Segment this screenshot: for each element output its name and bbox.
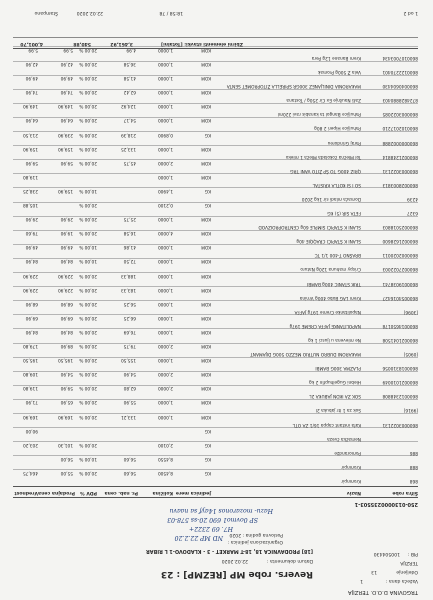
cell-tax: 20,00 % [79, 413, 97, 419]
cell-sale: 54,90 [60, 371, 73, 377]
cell-value: 109,80 [22, 371, 38, 377]
cell-qty: 2,0000 [157, 385, 173, 391]
validity-label: Važeća dana : [385, 578, 418, 583]
cell-tax: 20,00 % [79, 314, 97, 320]
cell-qty: 1,0000 [157, 117, 173, 123]
cell-name: Nemačka čveza [327, 435, 361, 441]
total-label: Zbirni elementi stavki: [Totalni] [161, 41, 243, 46]
cell-tax: 20,00 % [79, 216, 97, 222]
cell-qty: 1,0000 [157, 145, 173, 151]
cell-sale: 42,90 [60, 61, 73, 67]
cell-unit: KG [204, 202, 211, 208]
cell-name: SOK ZA IKON JABUKA 2L [309, 393, 361, 399]
cell-unit: KOM [201, 244, 211, 250]
cell-code: 888 [409, 463, 418, 469]
cell-unit: KOM [201, 371, 211, 377]
cell-name: BRAŠNO T-400 1/1 TC [314, 252, 361, 258]
cell-name: Zaši Naušnje Ex Cir 250g / Tostana [286, 97, 361, 103]
cell-unit: KOM [201, 75, 211, 81]
cell-value: 238,25 [22, 188, 38, 193]
cell-value: 59,90 [25, 159, 38, 165]
cell-unit: KOM [201, 314, 211, 320]
cell-unit: KG [204, 131, 211, 137]
cell-qty: 1,0000 [157, 314, 173, 320]
cell-code: 8600012348808 [382, 393, 418, 399]
cell-tax: 10,00 % [79, 455, 97, 461]
cell-qty: 1,0000 [157, 61, 173, 67]
cell-sale: 159,90 [57, 145, 73, 151]
cell-price: 79,75 [123, 343, 136, 349]
company-name: TRGOVINA D.O.O. TERZIJA [347, 589, 418, 595]
cell-price: 66,25 [123, 314, 136, 320]
cell-tax: 20,00 % [79, 371, 97, 377]
cell-name: Krem Banane 12g Pera [311, 55, 361, 60]
validity-value: 1 [360, 578, 363, 583]
cell-value: 29,90 [25, 216, 38, 222]
cell-name: NAPOLITANKE JAFFA CREME 197g [289, 322, 361, 328]
cell-name: TRIK STANIC 400g BAMBI [307, 280, 361, 286]
cell-price: 62,80 [123, 385, 136, 391]
cell-tax: 20,00 % [79, 47, 97, 52]
cell-tax: 20,00 % [79, 89, 97, 95]
cell-sale: 74,90 [60, 89, 73, 95]
cell-sale: 101,30 [57, 441, 73, 447]
handwritten-note-3: SP 0ovmo1 690 20-ss 578-03 [167, 516, 258, 523]
cell-qty: 1,0000 [157, 103, 173, 109]
date-value: 22.02.2020 [221, 558, 248, 563]
cell-qty: 1,0000 [157, 329, 173, 334]
pib-label: PIB : [407, 551, 418, 556]
cell-tax: 10,00 % [79, 258, 97, 264]
cell-sale: 59,90 [60, 385, 73, 391]
cell-price: 4,99 [126, 47, 136, 52]
cell-code: 8600021010049 [382, 379, 418, 385]
col-code: Šifra robe [392, 490, 418, 495]
cell-price: 41,86 [123, 244, 136, 250]
cell-sale: 29,90 [60, 216, 73, 222]
cell-code: 8600107003434 [382, 55, 418, 60]
cell-value: 5,99 [28, 47, 38, 52]
cell-tax: 20,00 % [79, 61, 97, 67]
cell-tax: 20,00 % [79, 300, 97, 306]
cell-name: SLANI K ŠTAPIĆI CRAQQIE 40g [296, 238, 361, 244]
cell-sale: 55,00 [60, 470, 73, 475]
cell-unit: KOM [201, 343, 211, 349]
cell-code: 8600021628600 [382, 238, 418, 244]
cell-tax: 20,00 % [79, 272, 97, 278]
cell-value: 84,90 [25, 329, 38, 334]
cell-value: 69,90 [25, 314, 38, 320]
cell-price: 218,39 [120, 131, 136, 137]
cell-price: 54,90 [123, 371, 136, 377]
cell-qty: 1,0000 [157, 216, 173, 222]
cell-code: 8600054016427 [382, 294, 418, 300]
cell-name: Pahuljice Hiperi 2 80g [314, 125, 361, 131]
cell-unit: KOM [201, 329, 211, 334]
cell-price: 56,60 [123, 470, 136, 475]
cell-price: 183,33 [120, 286, 136, 292]
cell-qty: 8,4550 [157, 455, 173, 461]
cell-code: 8600014650178 [382, 322, 418, 328]
cell-code: 8600025018803 [382, 224, 418, 230]
cell-qty: 1,0000 [157, 47, 173, 52]
cell-unit: KOM [201, 230, 211, 236]
total-value: 4,001,70 [20, 41, 43, 46]
cell-name: SO I SI KOTLA KRISTAL [312, 181, 361, 187]
cell-tax: 20,00 % [79, 329, 97, 334]
cell-value: 159,90 [22, 145, 38, 151]
cell-unit: KOM [201, 286, 211, 292]
cell-value: 179,80 [22, 343, 38, 349]
cell-tax: 20,00 % [79, 399, 97, 405]
cell-price: 55,90 [123, 399, 136, 405]
cell-price: 41,58 [123, 75, 136, 81]
cell-value: 229,90 [22, 286, 38, 292]
cell-sale: 159,90 [57, 188, 73, 193]
cell-qty: 2,0100 [157, 441, 173, 447]
cell-tax: 20,00 % [79, 117, 97, 123]
cell-value: 49,90 [25, 75, 38, 81]
cell-sale: 149,90 [57, 103, 73, 109]
cell-tax: 20,00 % [79, 131, 97, 137]
cell-unit: KOM [201, 413, 211, 419]
cell-value: 195,50 [22, 357, 38, 363]
footer-page: 1 od 2 [403, 10, 418, 15]
cell-unit: KOM [201, 117, 211, 123]
cell-qty: 1,0000 [157, 300, 173, 306]
cell-code: 8600102017210 [382, 125, 418, 131]
col-qty: Količina [152, 490, 173, 495]
cell-price: 62,42 [123, 89, 136, 95]
org-unit-label: Organizaciona jedinica : [227, 539, 283, 544]
pib-value: 100504430 [373, 551, 400, 556]
cell-value: 213,50 [22, 131, 38, 137]
cell-code: 8600021041508 [382, 337, 418, 342]
cell-price: 54,17 [123, 117, 136, 123]
cell-price: 36,58 [123, 61, 136, 67]
cell-name: Domaća mladi sir 1kg 2020 [301, 196, 361, 201]
cell-sale: 84,90 [60, 329, 73, 334]
cell-value: 68,90 [25, 300, 38, 306]
total-rule-bottom [13, 37, 418, 38]
footer-time: 18:58 / 78 [159, 10, 183, 15]
cell-name: SLANI K ŠTAPIĆI SIMPLE 60g CENTROPROIZVOD [258, 224, 361, 230]
cell-name: Pomorandže [334, 449, 361, 455]
cell-sale: 64,90 [60, 117, 73, 123]
cell-name: Paraj Grindoreu [327, 139, 361, 145]
cell-price: 45,75 [123, 159, 136, 165]
cell-price: 188,33 [120, 272, 136, 278]
cell-value: 90,00 [25, 427, 38, 433]
document-title: Revers. robe MP [REZMP] : 23 [160, 569, 313, 579]
cell-code: 8600003022131 [382, 167, 418, 173]
cell-code: 8600003022131 [382, 421, 418, 427]
cell-name: Sok za 1 ltr jabuka 2l [315, 407, 361, 413]
total-price: 540,88 [73, 41, 91, 46]
cell-tax: 20,00 % [79, 385, 97, 391]
cell-tax: 20,00 % [79, 357, 97, 363]
cell-sale: 229,90 [57, 286, 73, 292]
cell-code: [3096] [403, 308, 418, 314]
total-qty: 3,461,92 [110, 41, 133, 46]
cell-qty: 1,0000 [157, 258, 173, 264]
cell-name: Kafa instant cappa 16/1 ZA OTL [292, 421, 361, 427]
cell-sale: 49,90 [60, 75, 73, 81]
cell-value: 203,20 [22, 441, 38, 447]
firm-label: TERZIJA [400, 560, 418, 565]
cell-code: 8600002020011 [382, 252, 418, 258]
col-unit: Jedinica mere [175, 490, 211, 495]
cell-name: Pahuljice Bangol ta kanabis ravi 220ml [277, 111, 361, 117]
store-name: [18] PRODAVNICA 18, 18-T MARKET - 3 - KLADOVO-1 L RIBAR [146, 548, 313, 554]
cell-sale: 239,90 [57, 131, 73, 137]
cell-value: 74,90 [25, 89, 38, 95]
cell-code: 8600027022003 [382, 266, 418, 272]
cell-price: 133,21 [120, 413, 136, 419]
cell-code: 8600000002888 [382, 139, 418, 145]
cell-unit: KG [204, 427, 211, 433]
cell-tax: 20,00 % [79, 470, 97, 475]
cell-name: Kromnpir [341, 463, 361, 469]
header-rule-bottom [13, 486, 418, 487]
cell-tax: 20,00 % [79, 202, 97, 208]
cell-qty: 0,2100 [157, 202, 173, 208]
cell-unit: KOM [201, 89, 211, 95]
cell-value: 42,90 [25, 61, 38, 67]
cell-name: Hlebni Gugelhupfin 2 kg [309, 379, 361, 385]
cell-value: 229,90 [22, 272, 38, 278]
cell-value: 71,90 [25, 399, 38, 405]
header-rule-top [13, 497, 418, 498]
cell-unit: KG [204, 441, 211, 447]
cell-unit: KOM [201, 216, 211, 222]
cell-qty: 1,0000 [157, 75, 173, 81]
footer-printed-label: Štampano [34, 10, 58, 15]
cell-name: PLAZMA 300G BAMBI [315, 365, 361, 371]
cell-sale: 65,90 [60, 399, 73, 405]
cell-qty: 1,0000 [157, 89, 173, 95]
cell-code: [9916] [403, 407, 418, 413]
cell-value: 64,90 [25, 117, 38, 123]
cell-unit: KOM [201, 103, 211, 109]
cell-qty: 4,0000 [157, 230, 173, 236]
cell-name: MAKARONIA DINILJANEZ 300GR SPIRELLA ŽITOPROMET SENTA [226, 83, 361, 89]
cell-unit: KOM [201, 258, 211, 264]
col-sale-price: Prodajna cena [38, 490, 75, 495]
cell-tax: 20,00 % [79, 441, 97, 447]
cell-price: 25,75 [123, 216, 136, 222]
cell-unit: KOM [201, 61, 211, 67]
col-value: Vrednost [14, 490, 38, 495]
cell-tax: 20,00 % [79, 75, 97, 81]
cell-qty: 1,0000 [157, 413, 173, 419]
footer-date: 22.02.2020 [76, 10, 103, 15]
cell-code: 886 [409, 449, 418, 455]
cell-qty: 1,0000 [157, 272, 173, 278]
cell-sale: 59,90 [60, 159, 73, 165]
cell-unit: KG [204, 455, 211, 461]
cell-sale: 84,90 [60, 258, 73, 264]
col-name: Naziv [346, 490, 361, 495]
cell-code: 8600019038741 [382, 280, 418, 286]
fiscal-year: Poslovna godina : 2020 [229, 532, 283, 537]
handwritten-note-1: ND MP 22.2.20 [174, 534, 223, 541]
cell-code: 4239 [407, 196, 418, 201]
cell-tax: 20,00 % [79, 103, 97, 109]
cell-unit: KOM [201, 272, 211, 278]
cell-value: 79,60 [25, 230, 38, 236]
cell-unit: KOM [201, 47, 211, 52]
col-purchase-price: Pr. nab. cena [104, 490, 138, 495]
cell-unit: KOM [201, 300, 211, 306]
cell-name: Tol Mlečna čokolada Mleča 1 mleko [285, 153, 361, 159]
cell-price: 155,50 [120, 357, 136, 363]
cell-value: 84,90 [25, 258, 38, 264]
cell-unit: KOM [201, 159, 211, 165]
cell-unit: KG [204, 470, 211, 475]
cell-name: Vela Ž 500g Promak [317, 69, 361, 75]
cell-code: [0905] [403, 351, 418, 357]
cell-price: 56,25 [123, 300, 136, 306]
cell-price: 56,60 [123, 455, 136, 461]
cell-qty: 1,0000 [157, 173, 173, 179]
cell-code: 8600003022085 [382, 111, 418, 117]
cell-tax: 20,00 % [79, 230, 97, 236]
cell-value: 49,90 [25, 244, 38, 250]
cell-value: 119,80 [22, 173, 38, 179]
cell-sale: 195,50 [57, 357, 73, 363]
cell-tax: 10,00 % [79, 188, 97, 193]
cell-price: 133,25 [120, 145, 136, 151]
cell-name: Kromnpir [341, 478, 361, 483]
cell-name: MAKARONI DUBRO NUTRIO MEZZO 500G DIJAMANT [250, 351, 361, 357]
cell-name: QRIZ 400G TO ŠP ŽITO VANI TRG [290, 167, 361, 173]
cell-sale: 49,90 [60, 244, 73, 250]
cell-unit: KG [204, 188, 211, 193]
cell-code: 8600028003813 [382, 181, 418, 187]
cell-value: 149,90 [22, 103, 38, 109]
cell-qty: 2,0000 [157, 159, 173, 165]
cell-qty: 2,0000 [157, 343, 173, 349]
cell-value: 119,80 [22, 385, 38, 391]
cell-unit: KOM [201, 145, 211, 151]
cell-name: Krem LAG Bobo 400g Vrnina [299, 294, 361, 300]
cell-qty: 0,8900 [157, 131, 173, 137]
cell-qty: 8,4500 [157, 470, 173, 475]
cell-sale: 5,99 [63, 47, 73, 52]
cell-tax: 20,00 % [79, 159, 97, 165]
cell-sale: 19,90 [60, 230, 73, 236]
cell-unit: KOM [201, 385, 211, 391]
cell-price: 76,69 [123, 329, 136, 334]
cell-sale: 69,90 [60, 314, 73, 320]
cell-code: 6327 [407, 210, 418, 216]
cell-sale: 68,90 [60, 300, 73, 306]
cell-unit: KOM [201, 173, 211, 179]
cell-tax: 10,00 % [79, 244, 97, 250]
cell-price: 72,50 [123, 258, 136, 264]
cell-price: 124,92 [120, 103, 136, 109]
cell-unit: KOM [201, 399, 211, 405]
reference-number: 250-0130000235503-1 [354, 501, 418, 507]
cell-qty: 1,0000 [157, 244, 173, 250]
cell-code: 868 [409, 478, 418, 483]
cell-qty: 2,0000 [157, 371, 173, 377]
cell-sale: 229,90 [57, 272, 73, 278]
cell-value: 169,90 [22, 413, 38, 419]
handwritten-note-4: Hazu- mozaronos 14ayf sa naavu [169, 507, 273, 514]
cell-tax: 20,00 % [79, 286, 97, 292]
cell-name: Napolitanke Creme 197g JAFFA [294, 308, 361, 314]
cell-sale: 169,90 [57, 413, 73, 419]
cell-name: Crispy mahuna 120g Naturo [300, 266, 361, 272]
cell-tax: 20,00 % [79, 343, 97, 349]
cell-qty: 1,0000 [157, 357, 173, 363]
department-label: Odeljenje [396, 569, 418, 574]
cell-qty: 1,0000 [157, 399, 173, 405]
cell-code: 8600122270401 [382, 69, 418, 75]
cell-code: 8600018310056 [382, 365, 418, 371]
cell-sale: 56,00 [60, 455, 73, 461]
col-tax: PDV % [80, 490, 97, 495]
cell-value: 105,88 [22, 202, 38, 208]
cell-code: 8724828880403 [382, 97, 418, 103]
cell-price: 16,58 [123, 230, 136, 236]
cell-name: FETA SIR (5) KG [327, 210, 361, 216]
cell-name: Ne mlevena u ljusci 1 kg [308, 337, 361, 342]
cell-qty: 1,4900 [157, 188, 173, 193]
department-value: 13 [371, 569, 377, 574]
cell-sale: 89,90 [60, 343, 73, 349]
cell-tax: 20,00 % [79, 145, 97, 151]
handwritten-note-2: H7. 69 2322+ [188, 525, 233, 532]
cell-code: 8600021248814 [382, 153, 418, 159]
cell-unit: KOM [201, 357, 211, 363]
cell-value: 464,75 [22, 470, 38, 475]
date-label: Datum dokumenta : [267, 558, 313, 563]
cell-qty: 1,0000 [157, 286, 173, 292]
cell-code: 8600040604430 [382, 83, 418, 89]
